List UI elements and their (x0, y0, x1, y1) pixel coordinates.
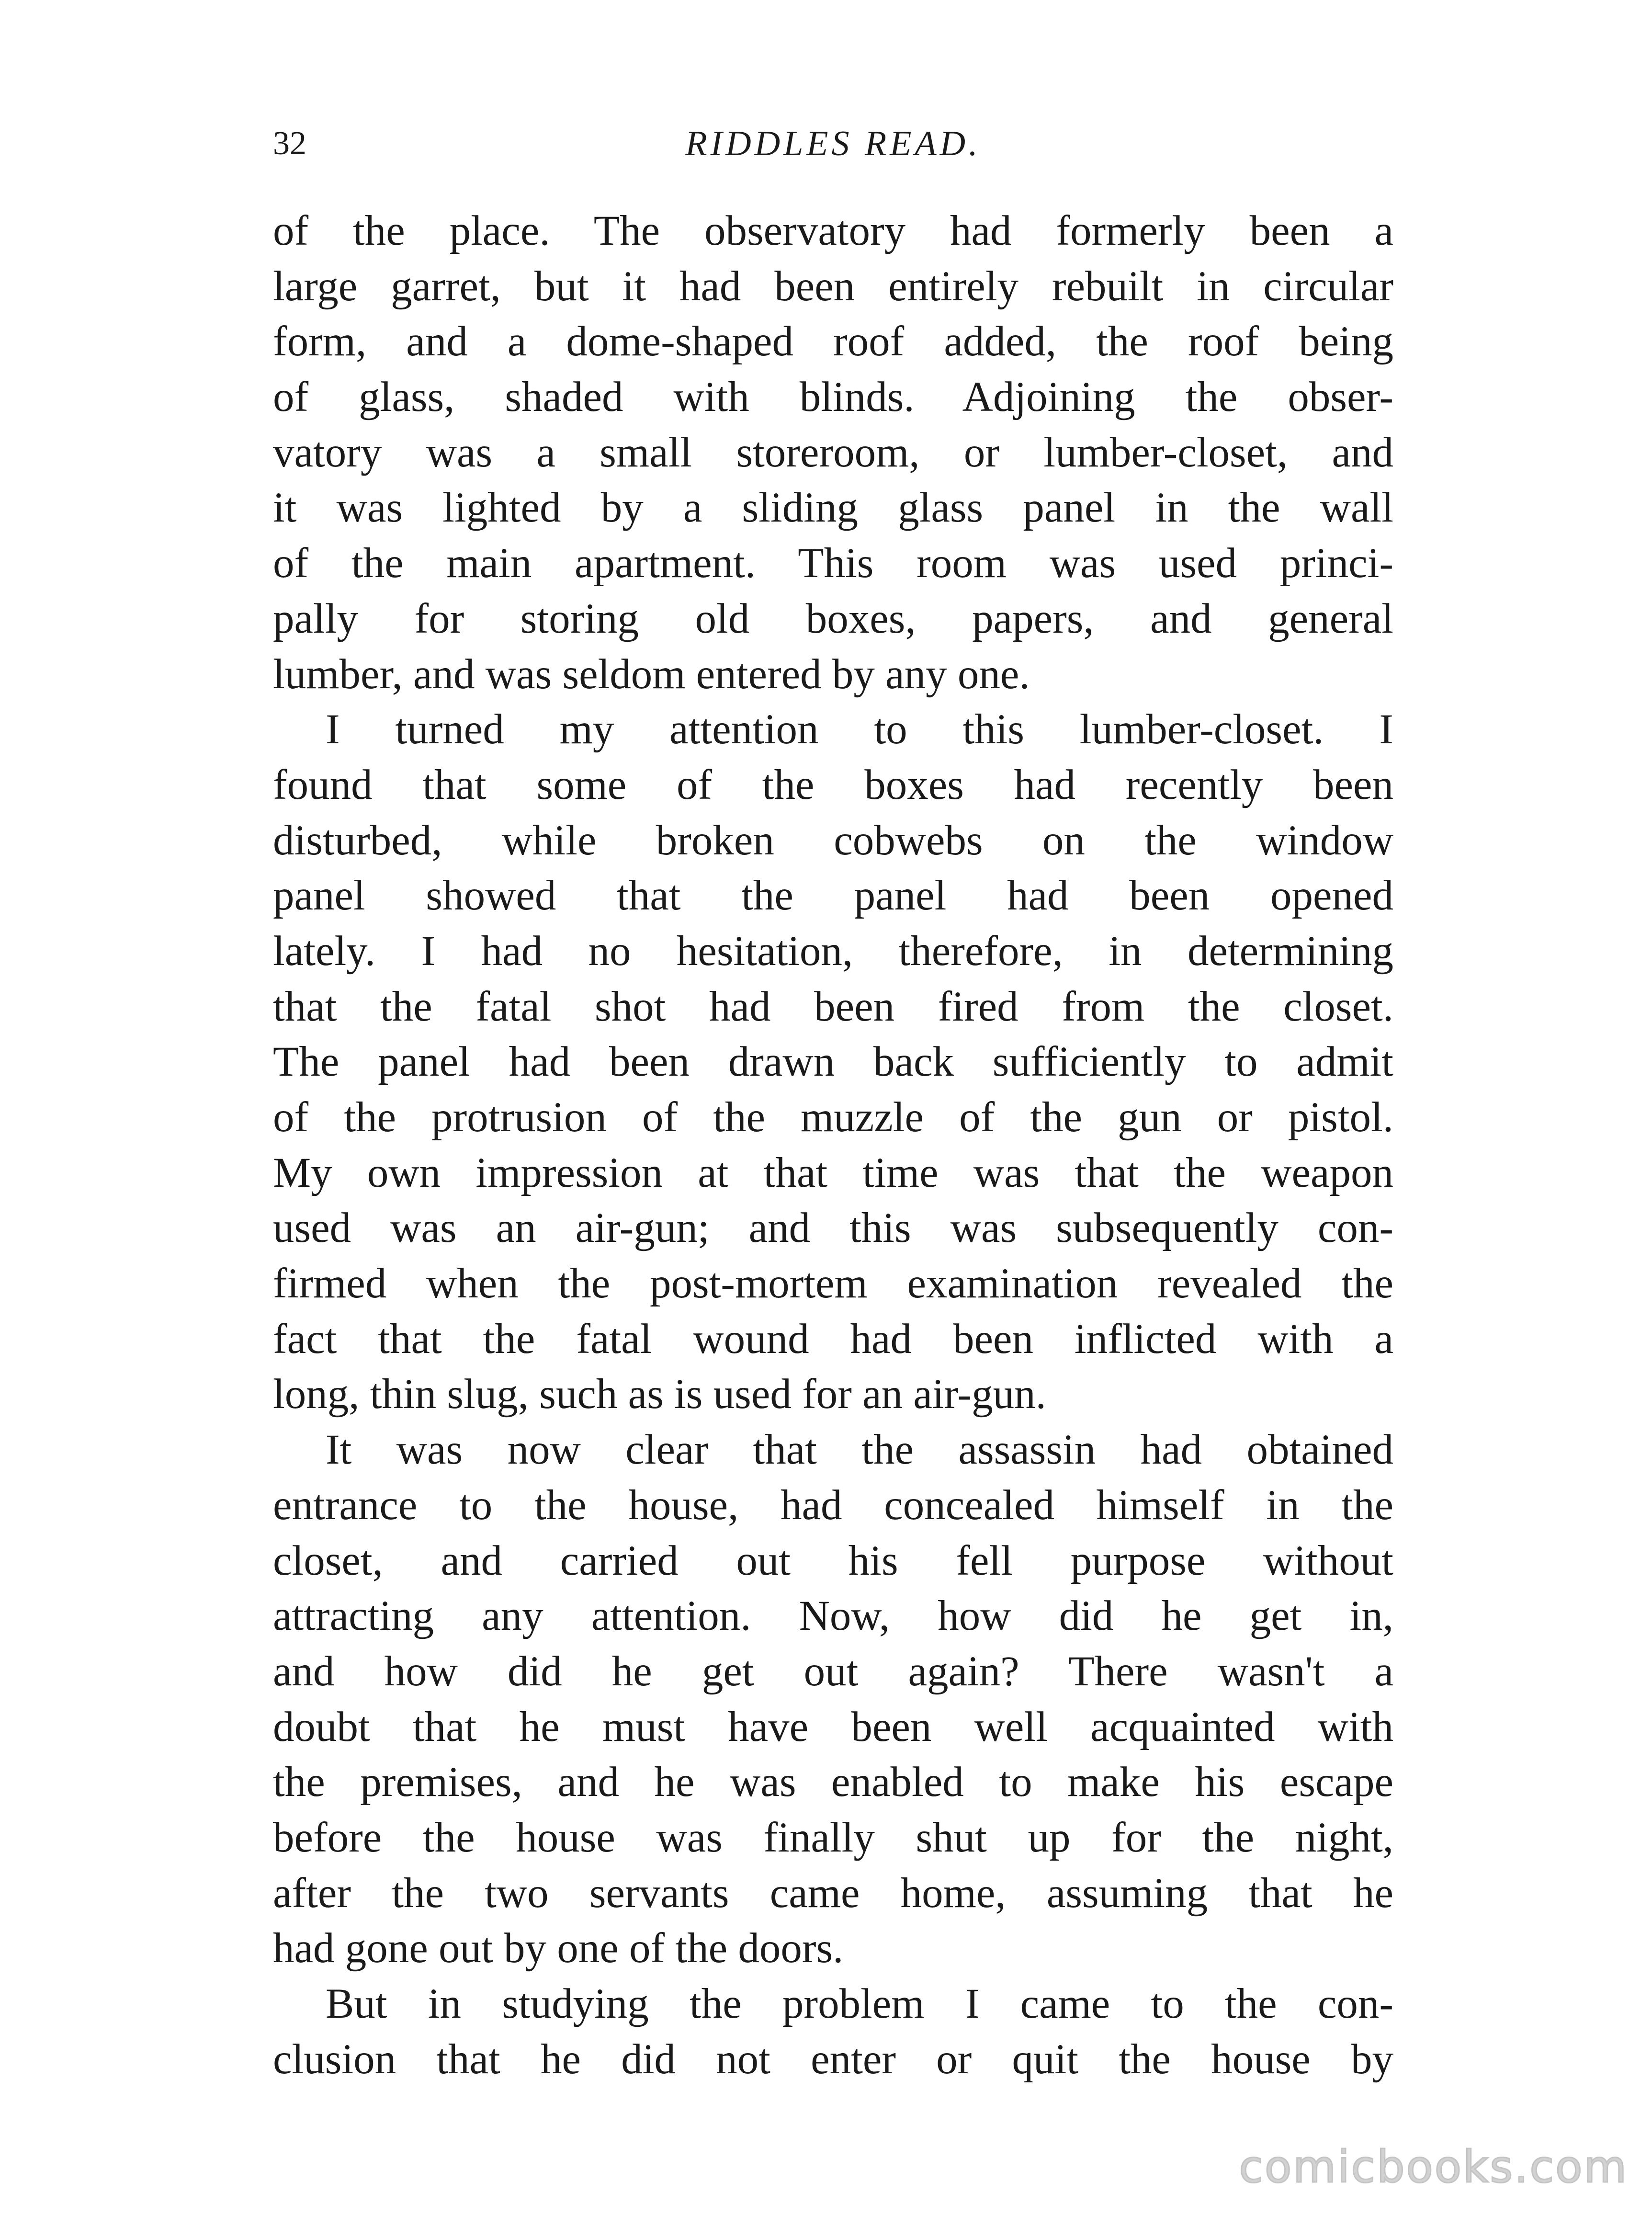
text-line: that the fatal shot had been fired from the closet. (273, 983, 1393, 1030)
text-line: of the main apartment. This room was used princi- (273, 540, 1393, 587)
text-line: had gone out by one of the doors. (273, 1925, 844, 1972)
paragraph-first-line: I turned my attention to this lumber-closet. I (326, 706, 1393, 753)
text-line: of the place. The observatory had formerly been a (273, 207, 1393, 254)
text-line: the premises, and he was enabled to make his escape (273, 1759, 1393, 1806)
text-line: disturbed, while broken cobwebs on the window (273, 817, 1393, 864)
text-line: of the protrusion of the muzzle of the gun or pistol. (273, 1094, 1393, 1141)
text-line: panel showed that the panel had been opened (273, 872, 1393, 920)
page-number: 32 (273, 125, 306, 162)
text-line: and how did he get out again? There wasn't a (273, 1648, 1393, 1695)
text-line: it was lighted by a sliding glass panel in the wall (273, 484, 1393, 532)
text-line: before the house was finally shut up for the night, (273, 1814, 1393, 1861)
text-line: found that some of the boxes had recently been (273, 761, 1393, 808)
running-head (273, 120, 1393, 168)
running-title: RIDDLES READ. (685, 124, 981, 163)
text-line: doubt that he must have been well acquainted with (273, 1703, 1393, 1750)
text-line: clusion that he did not enter or quit the house by (273, 2035, 1393, 2083)
watermark: comicbooks.com (1239, 2141, 1628, 2193)
text-line: My own impression at that time was that the weapon (273, 1149, 1393, 1196)
paragraph-first-line: It was now clear that the assassin had obtained (326, 1426, 1393, 1474)
text-line: entrance to the house, had concealed himself in the (273, 1481, 1393, 1529)
text-line: closet, and carried out his fell purpose without (273, 1537, 1393, 1584)
text-line: form, and a dome-shaped roof added, the roof being (273, 318, 1393, 365)
text-line: after the two servants came home, assuming that he (273, 1869, 1393, 1917)
text-line: pally for storing old boxes, papers, and general (273, 595, 1393, 642)
text-line: attracting any attention. Now, how did he get in, (273, 1592, 1393, 1640)
text-line: The panel had been drawn back sufficiently to admit (273, 1038, 1393, 1086)
text-line: fact that the fatal wound had been inflicted with a (273, 1315, 1393, 1363)
text-line: lately. I had no hesitation, therefore, in determining (273, 927, 1393, 975)
text-line: lumber, and was seldom entered by any one. (273, 650, 1030, 698)
text-line: used was an air-gun; and this was subsequently con- (273, 1204, 1393, 1252)
body-text (273, 204, 1393, 2087)
text-line: long, thin slug, such as is used for an air-gun. (273, 1371, 1046, 1418)
text-line: firmed when the post-mortem examination revealed the (273, 1260, 1393, 1307)
paragraph-first-line: But in studying the problem I came to the con- (326, 1980, 1393, 2027)
text-line: large garret, but it had been entirely rebuilt in circular (273, 262, 1393, 310)
text-line: vatory was a small storeroom, or lumber-closet, and (273, 429, 1393, 476)
text-line: of glass, shaded with blinds. Adjoining the obser- (273, 374, 1393, 421)
